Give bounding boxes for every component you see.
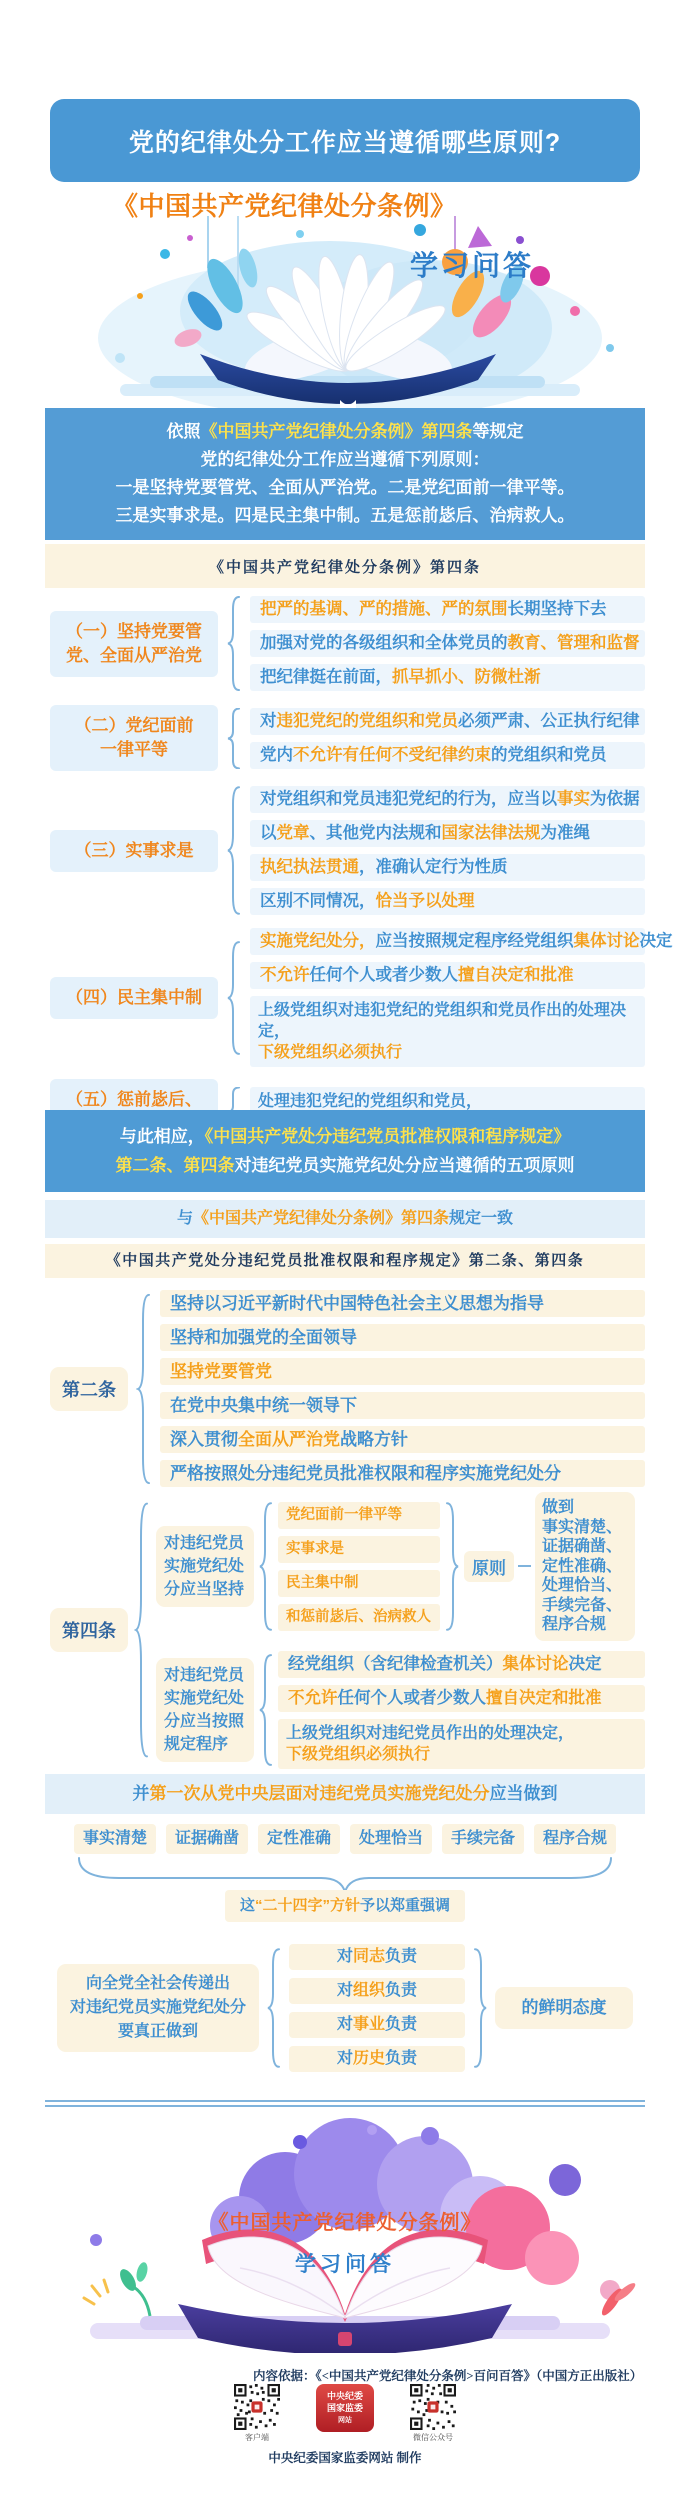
procedure-item: 上级党组织对违纪党员作出的处理决定， 下级党组织必须执行	[278, 1719, 645, 1769]
qr-code-icon	[410, 2384, 456, 2430]
badge-column	[309, 2384, 381, 2432]
principle-item: 实施党纪处分，应当按照规定程序经党组织集体讨论决定	[250, 928, 645, 955]
principle-pill: 民主集中制	[278, 1570, 440, 1597]
article-2-item: 坚持以习近平新时代中国特色社会主义思想为指导	[160, 1290, 645, 1317]
article-2-item: 在党中央集中统一领导下	[160, 1392, 645, 1419]
brace-icon	[134, 1501, 150, 1759]
article-4-row-principles	[156, 1492, 645, 1641]
principle-item: 上级党组织对违犯党纪的党组织和党员作出的处理决定， 下级党组织必须执行	[250, 996, 645, 1067]
principle-label: （一）坚持党要管 党、全面从严治党	[50, 611, 218, 677]
sub-label: 对违纪党员实施党纪处分应当按照规定程序	[156, 1658, 254, 1762]
policy-pill: 事实清楚	[74, 1824, 156, 1854]
qr-right-caption: 微信公众号	[413, 2433, 453, 2442]
article-2-label: 第二条	[50, 1367, 128, 1411]
principle-pill: 和惩前毖后、治病救人	[278, 1604, 440, 1631]
principle-item: 不允许任何个人或者少数人擅自决定和批准	[250, 962, 645, 989]
ccdi-badge: 中央纪委 国家监委 网站	[316, 2384, 374, 2432]
intro-line: 依照《中国共产党纪律处分条例》第四条等规定	[166, 422, 524, 441]
principle-label: （五）惩前毖后、	[50, 1079, 218, 1145]
book-title: 《中国共产党纪律处分条例》	[112, 191, 457, 221]
brace-close-icon	[444, 1502, 460, 1631]
principle-label: （三）实事求是	[50, 830, 218, 872]
closing-book-illustration	[0, 2118, 690, 2353]
diagram-left-box: 向全党全社会传递出 对违纪党员实施党纪处分 要真正做到	[57, 1964, 259, 2052]
principle-label: （四）民主集中制	[50, 977, 218, 1019]
source-reference-2: 《中国共产党处分违纪党员批准权限和程序规定》第二条、第四条	[45, 1244, 645, 1278]
correspondence-banner	[45, 1110, 645, 1192]
qr-code-row	[0, 2384, 690, 2443]
principle-row-2	[50, 705, 645, 771]
article-4-label: 第四条	[50, 1608, 128, 1652]
responsibility-pill: 对同志负责	[289, 1944, 465, 1970]
principle-pill: 党纪面前一律平等	[278, 1502, 440, 1529]
brace-icon	[226, 786, 242, 915]
intro-box	[45, 408, 645, 540]
principle-item: 区别不同情况，恰当予以处理	[250, 888, 645, 915]
principle-item: 以党章、其他党内法规和国家法律法规为准绳	[250, 820, 645, 847]
article-2-block	[50, 1290, 645, 1487]
qr-code-icon	[234, 2384, 280, 2430]
credit-line: 中央纪委国家监委网站 制作	[268, 2451, 422, 2465]
principle-item: 对党组织和党员违犯党纪的行为，应当以事实为依据	[250, 786, 645, 813]
emphasis-box: 这“二十四字”方针予以郑重强调	[225, 1890, 465, 1922]
sub-label: 对违纪党员实施党纪处分应当坚持	[156, 1526, 254, 1607]
article-4-block	[50, 1492, 645, 1769]
banner-line: 第二条、第四条对违纪党员实施党纪处分应当遵循的五项原则	[115, 1156, 575, 1175]
principles-list	[50, 596, 673, 1145]
policy-pill: 程序合规	[534, 1824, 616, 1854]
source-reference-1: 《中国共产党纪律处分条例》第四条	[45, 544, 645, 588]
footer-book-title: 《中国共产党纪律处分条例》	[208, 2212, 482, 2234]
page-title: 党的纪律处分工作应当遵循哪些原则?	[128, 128, 562, 157]
intro-line: 一是坚持党要管党、全面从严治党。二是党纪面前一律平等。	[115, 478, 575, 497]
article-2-item: 严格按照处分违纪党员批准权限和程序实施党纪处分	[160, 1460, 645, 1487]
brace-icon	[266, 1948, 282, 2068]
footer-book-subtitle: 学习问答	[295, 2253, 395, 2276]
brace-close-icon	[472, 1948, 488, 2068]
responsibility-pill: 对历史负责	[289, 2046, 465, 2072]
responsibility-pill: 对组织负责	[289, 1978, 465, 2004]
article-2-item: 坚持和加强党的全面领导	[160, 1324, 645, 1351]
principle-word: 原则	[464, 1551, 514, 1582]
emphasis-row	[0, 1890, 690, 1922]
principle-row-1	[50, 596, 645, 691]
policy-pill: 定性准确	[258, 1824, 340, 1854]
article-2-item: 深入贯彻全面从严治党战略方针	[160, 1426, 645, 1453]
article-2-item: 坚持党要管党	[160, 1358, 645, 1385]
brace-icon	[226, 708, 242, 769]
first-time-banner: 并第一次从党中央层面对违纪党员实施党纪处分应当做到	[45, 1774, 645, 1814]
principle-item: 党内不允许有任何不受纪律约束的党组织和党员	[250, 742, 645, 769]
principle-item: 处理违犯党纪的党组织和党员，	[250, 1087, 645, 1137]
book-subtitle: 学习问答	[410, 250, 535, 281]
banner-line: 与此相应，《中国共产党处分违纪党员批准权限和程序规定》	[119, 1127, 571, 1146]
policy-pill: 手续完备	[442, 1824, 524, 1854]
qr-left-column	[221, 2384, 293, 2443]
intro-line: 三是实事求是。四是民主集中制。五是惩前毖后、治病救人。	[115, 506, 575, 525]
diagram-right-box: 的鲜明态度	[495, 1987, 633, 2029]
attitude-diagram	[45, 1944, 645, 2072]
principle-item: 把纪律挺在前面，抓早抓小、防微杜渐	[250, 664, 645, 691]
match-banner: 与《中国共产党纪律处分条例》第四条规定一致	[45, 1200, 645, 1238]
brace-icon	[258, 1654, 274, 1766]
principle-row-3	[50, 786, 645, 915]
responsibility-pill: 对事业负责	[289, 2012, 465, 2038]
policy-pill: 处理恰当	[350, 1824, 432, 1854]
title-banner	[50, 99, 640, 182]
principle-row-4	[50, 928, 673, 1067]
policy-pill: 证据确凿	[166, 1824, 248, 1854]
result-box: 做到 事实清楚、 证据确凿、 定性准确、 处理恰当、 手续完备、 程序合规	[535, 1492, 635, 1641]
open-book-illustration	[0, 216, 690, 408]
principle-item: 加强对党的各级组织和全体党员的教育、管理和监督	[250, 630, 645, 657]
double-line-divider	[45, 2100, 645, 2107]
principle-pill: 实事求是	[278, 1536, 440, 1563]
brace-icon	[258, 1502, 274, 1631]
content-source-line: 内容依据：《<中国共产党纪律处分条例>百问百答》（中国方正出版社）	[253, 2369, 643, 2383]
twenty-four-char-pills	[0, 1824, 690, 1854]
principle-item: 对违犯党纪的党组织和党员必须严肃、公正执行纪律	[250, 708, 645, 735]
brace-icon	[226, 596, 242, 691]
qr-left-caption: 客户端	[245, 2433, 269, 2442]
article-4-row-procedure	[156, 1651, 645, 1769]
procedure-item: 经党组织（含纪律检查机关）集体讨论决定	[278, 1651, 645, 1678]
principle-item: 执纪执法贯通，准确认定行为性质	[250, 854, 645, 881]
principle-item: 把严的基调、严的措施、严的氛围长期坚持下去	[250, 596, 645, 623]
brace-icon	[136, 1293, 152, 1485]
connector-dash	[518, 1565, 531, 1567]
principle-label: （二）党纪面前 一律平等	[50, 705, 218, 771]
procedure-item: 不允许任何个人或者少数人擅自决定和批准	[278, 1685, 645, 1712]
qr-right-column	[397, 2384, 469, 2443]
brace-icon	[226, 941, 242, 1055]
intro-line: 党的纪律处分工作应当遵循下列原则：	[200, 450, 490, 469]
